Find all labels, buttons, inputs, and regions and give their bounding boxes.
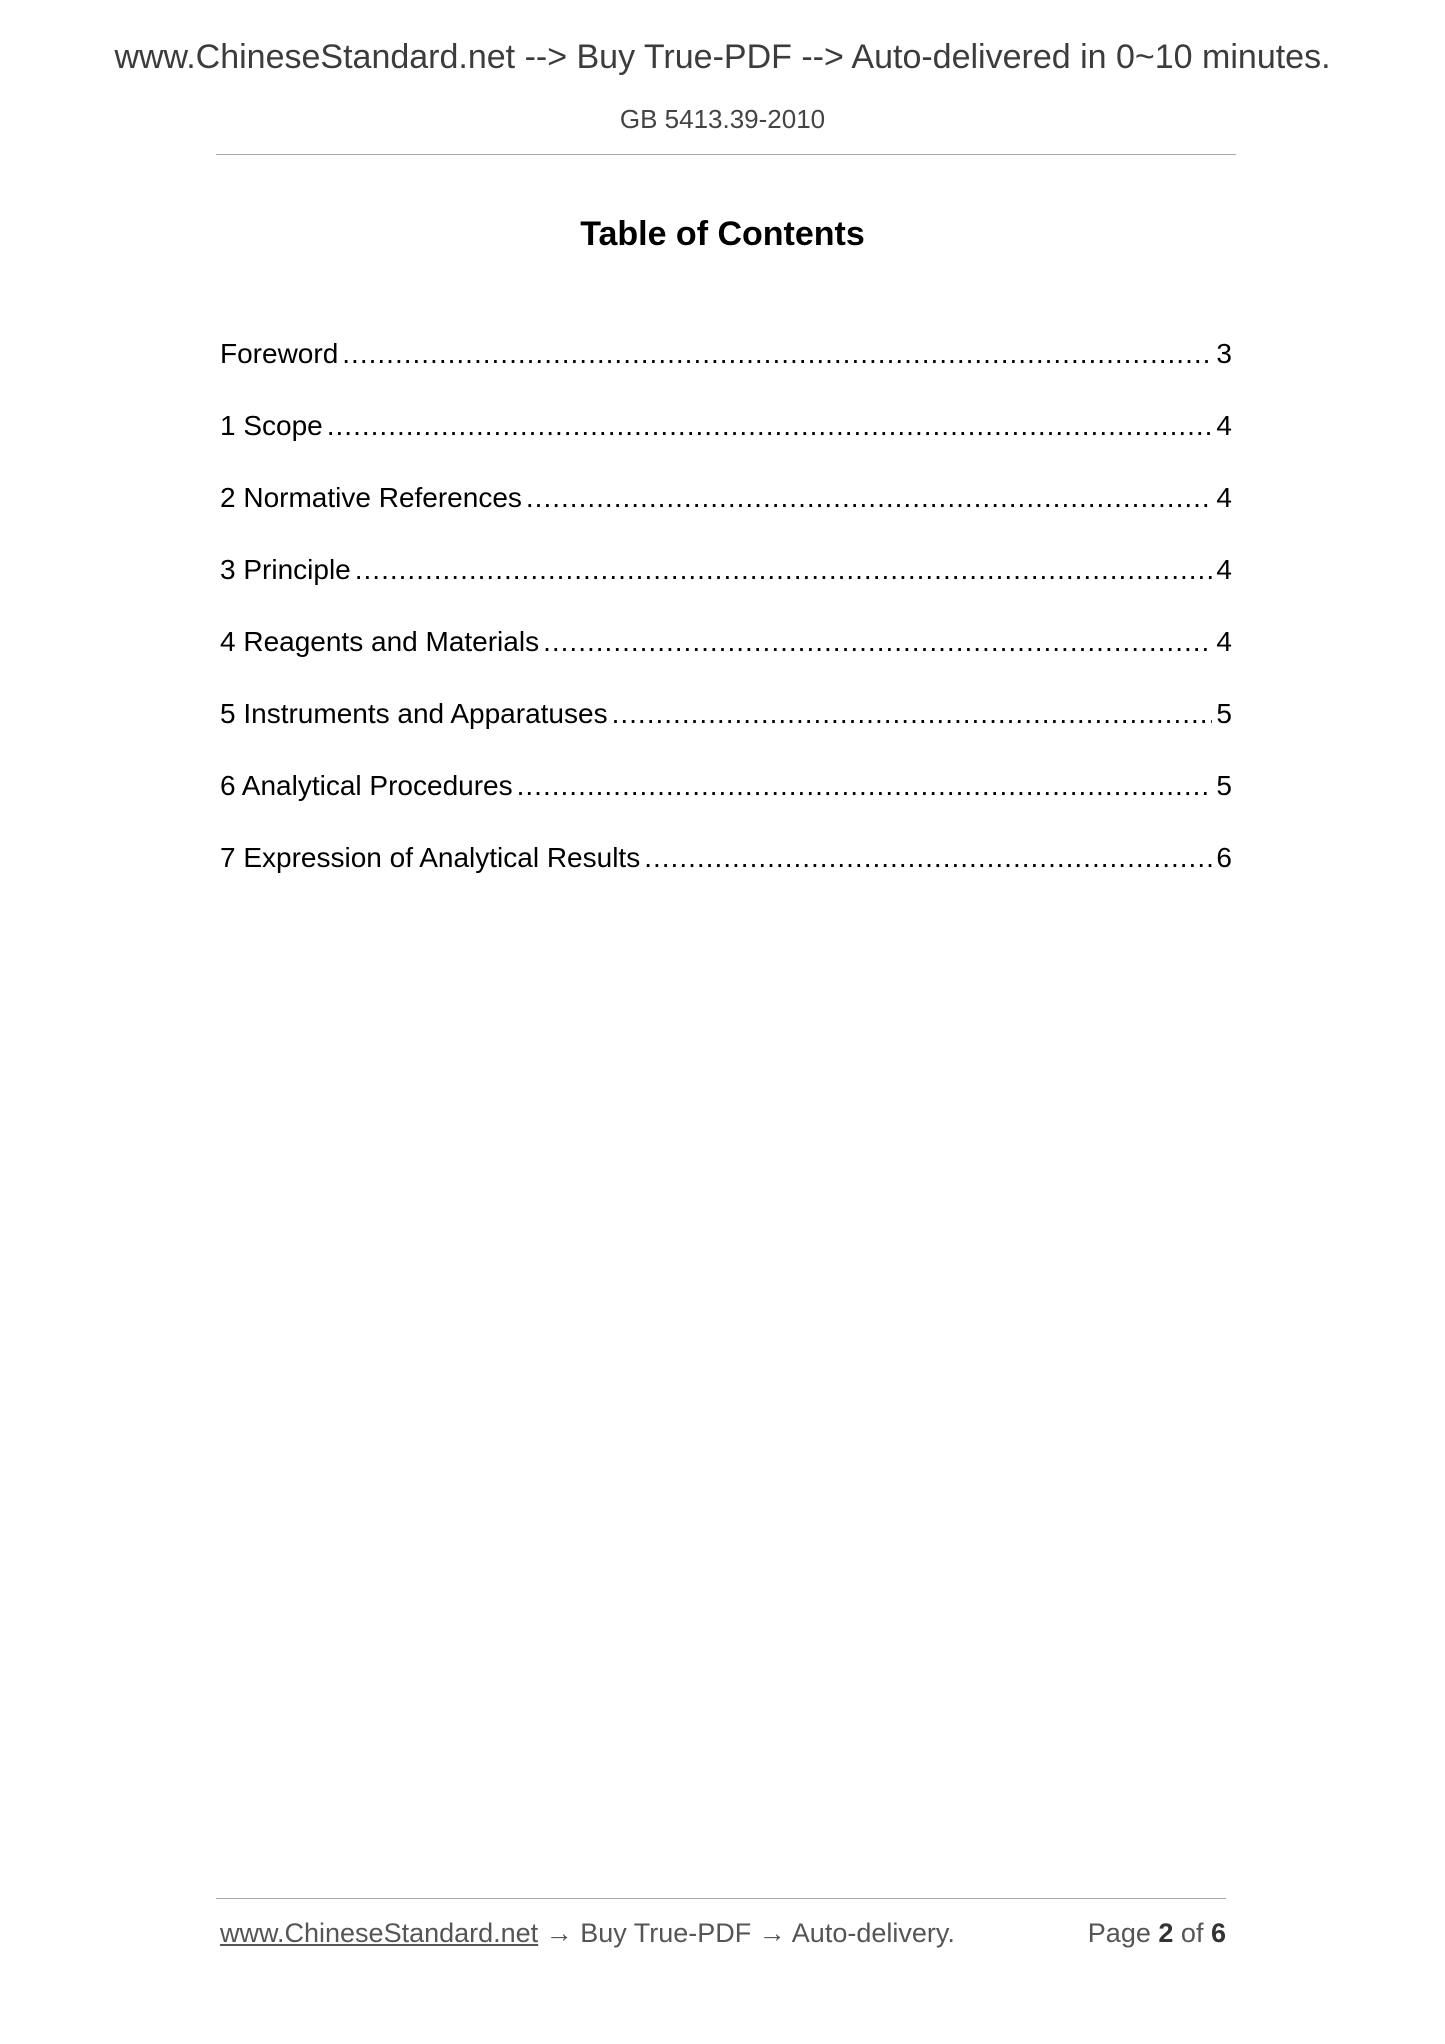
toc-entry-label: 6 Analytical Procedures bbox=[220, 770, 513, 801]
chinesestandard-link[interactable]: www.ChineseStandard.net bbox=[220, 1918, 539, 1948]
page-indicator bbox=[1088, 1918, 1226, 1949]
dot-leader bbox=[517, 770, 1213, 802]
top-banner: www.ChineseStandard.net --> Buy True-PDF --> Auto-delivered in 0~10 minutes. bbox=[114, 38, 1331, 76]
toc-title: Table of Contents bbox=[580, 215, 865, 253]
toc-entry-principle[interactable] bbox=[220, 554, 1232, 626]
of-word: of bbox=[1180, 1918, 1204, 1948]
toc-entry-scope[interactable] bbox=[220, 410, 1232, 482]
current-page-number: 2 bbox=[1158, 1918, 1174, 1948]
toc-entry-label: 3 Principle bbox=[220, 554, 351, 585]
dot-leader bbox=[612, 698, 1213, 730]
toc-entry-page: 6 bbox=[1216, 842, 1232, 873]
arrow-right-icon: → bbox=[545, 1918, 573, 1948]
toc-entry-foreword[interactable] bbox=[220, 338, 1232, 410]
toc-entry-label: Foreword bbox=[220, 338, 339, 369]
dot-leader bbox=[644, 842, 1212, 874]
toc-entry-label: 7 Expression of Analytical Results bbox=[220, 842, 641, 873]
footer-promo bbox=[220, 1918, 955, 1949]
toc-entry-label: 4 Reagents and Materials bbox=[220, 626, 540, 657]
toc-entry-label: 2 Normative References bbox=[220, 482, 522, 513]
page-footer bbox=[220, 1918, 1226, 1958]
toc-entry-normative-references[interactable] bbox=[220, 482, 1232, 554]
toc-entry-page: 3 bbox=[1216, 338, 1232, 369]
dot-leader bbox=[327, 410, 1213, 442]
total-pages-number: 6 bbox=[1210, 1918, 1226, 1948]
toc-entry-page: 5 bbox=[1216, 770, 1232, 801]
header-divider bbox=[216, 154, 1236, 155]
toc-entry-expression-of-results[interactable] bbox=[220, 842, 1232, 914]
toc-entry-page: 5 bbox=[1216, 698, 1232, 729]
buy-true-pdf-text: Buy True-PDF bbox=[580, 1918, 752, 1948]
toc-entry-page: 4 bbox=[1216, 626, 1232, 657]
toc-entry-page: 4 bbox=[1216, 482, 1232, 513]
toc-entry-reagents-and-materials[interactable] bbox=[220, 626, 1232, 698]
toc-entry-page: 4 bbox=[1216, 410, 1232, 441]
toc-entry-page: 4 bbox=[1216, 554, 1232, 585]
toc-entry-instruments-and-apparatuses[interactable] bbox=[220, 698, 1232, 770]
toc-entry-analytical-procedures[interactable] bbox=[220, 770, 1232, 842]
toc-entry-label: 1 Scope bbox=[220, 410, 323, 441]
dot-leader bbox=[543, 626, 1212, 658]
document-id: GB 5413.39-2010 bbox=[619, 104, 826, 134]
table-of-contents bbox=[220, 338, 1232, 914]
dot-leader bbox=[342, 338, 1212, 370]
dot-leader bbox=[526, 482, 1213, 514]
arrow-right-icon: → bbox=[758, 1918, 786, 1948]
toc-entry-label: 5 Instruments and Apparatuses bbox=[220, 698, 608, 729]
auto-delivery-text: Auto-delivery. bbox=[791, 1918, 955, 1948]
dot-leader bbox=[355, 554, 1213, 586]
page-word: Page bbox=[1087, 1918, 1151, 1948]
footer-divider bbox=[216, 1898, 1226, 1899]
